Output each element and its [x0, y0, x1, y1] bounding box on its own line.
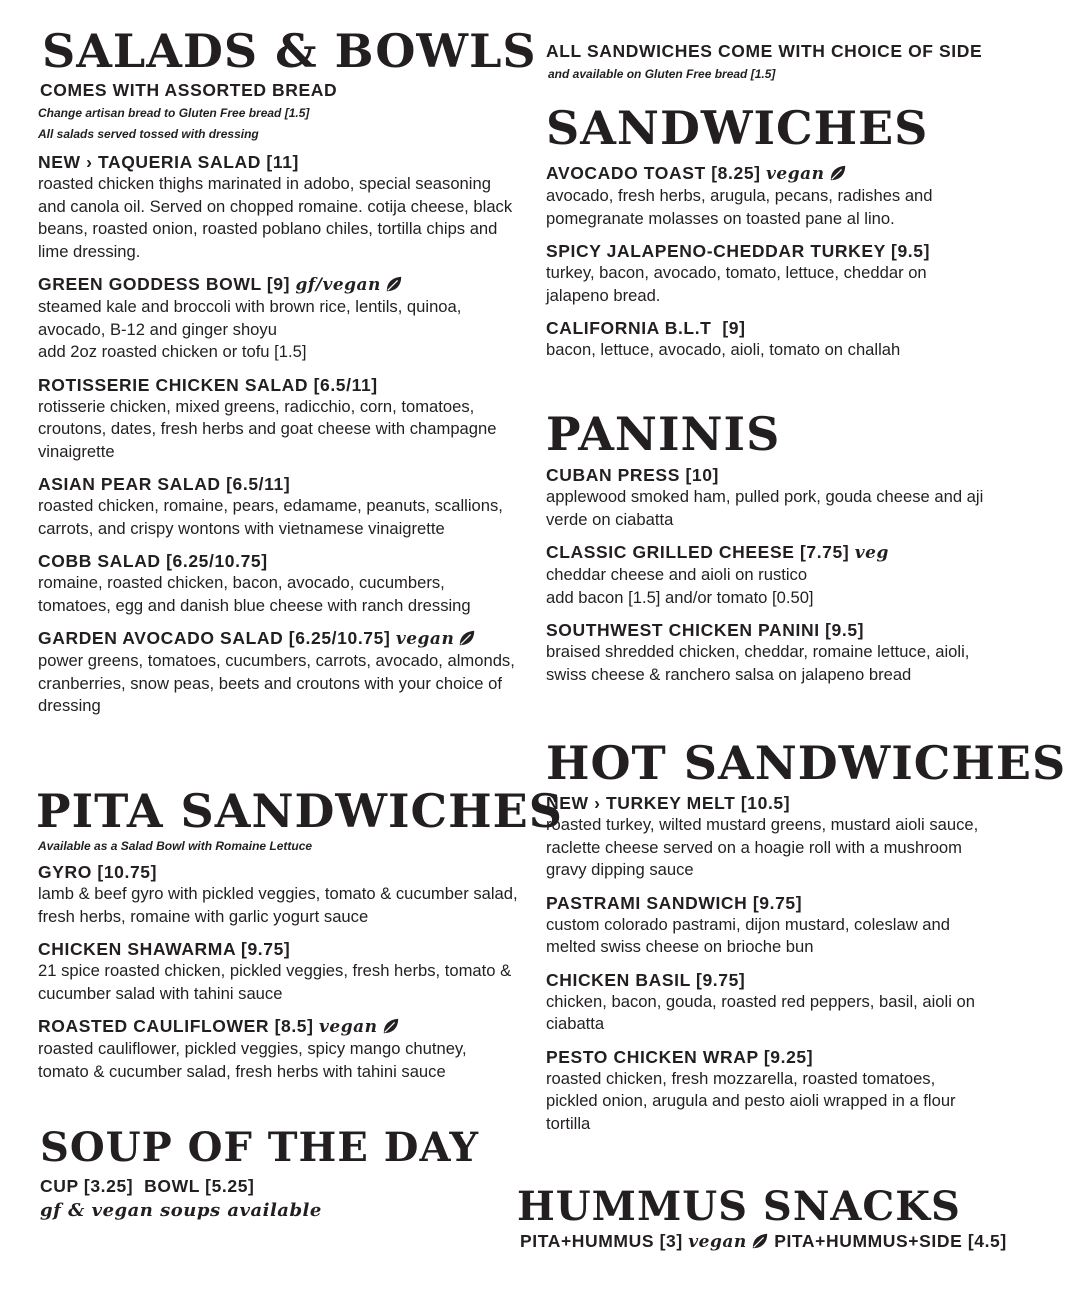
item-name-row — [546, 541, 986, 564]
hummus-items-row — [520, 1230, 1007, 1253]
leaf-icon — [829, 164, 847, 182]
item-desc: steamed kale and broccoli with brown rice, lentils, quinoa, avocado, B-12 and ginger shoyu — [38, 297, 462, 339]
item-name-row — [38, 1015, 520, 1038]
list-item — [546, 317, 986, 362]
list-item — [546, 464, 986, 531]
diet-tag: vegan — [766, 164, 825, 184]
list-item — [546, 162, 986, 230]
sandwich-gf-note: and available on Gluten Free bread [1.5] — [548, 67, 776, 81]
list-item — [38, 473, 520, 540]
item-desc: rotisserie chicken, mixed greens, radicchio, corn, tomatoes, croutons, dates, fresh herbs and goat cheese with champagne vinaigrette — [38, 396, 497, 461]
hummus-item-2: PITA+HUMMUS+SIDE [4.5] — [774, 1231, 1007, 1251]
list-item — [546, 792, 986, 882]
salads-list — [38, 151, 520, 728]
item-name: GREEN GODDESS BOWL [9] — [38, 274, 291, 294]
diet-tag: gf/vegan — [295, 275, 381, 295]
paninis-list — [546, 464, 986, 696]
list-item — [38, 861, 520, 928]
item-name: ASIAN PEAR SALAD [6.5/11] — [38, 474, 291, 494]
item-addon: add bacon [1.5] and/or tomato [0.50] — [546, 587, 814, 607]
paninis-title: PANINIS — [546, 407, 781, 461]
item-name: PASTRAMI SANDWICH [9.75] — [546, 892, 803, 913]
item-desc: custom colorado pastrami, dijon mustard, coleslaw and melted swiss cheese on brioche bun — [546, 914, 950, 956]
list-item — [38, 627, 520, 718]
pita-list — [38, 861, 520, 1093]
item-name: CHICKEN SHAWARMA [9.75] — [38, 939, 291, 959]
hummus-title: HUMMUS SNACKS — [517, 1183, 961, 1230]
salads-title: SALADS & BOWLS — [42, 24, 537, 78]
item-desc: applewood smoked ham, pulled pork, gouda cheese and aji verde on ciabatta — [546, 487, 984, 529]
item-desc: cheddar cheese and aioli on rustico — [546, 565, 808, 584]
item-name: CUBAN PRESS [10] — [546, 465, 719, 485]
list-item — [38, 1015, 520, 1083]
item-name: SPICY JALAPENO-CHEDDAR TURKEY [9.5] — [546, 241, 931, 261]
item-name-row — [38, 627, 520, 650]
item-desc: 21 spice roasted chicken, pickled veggies, fresh herbs, tomato & cucumber salad with tahini sauce — [38, 961, 512, 1003]
list-item — [38, 151, 520, 263]
item-name: GYRO [10.75] — [38, 862, 158, 882]
diet-tag: vegan — [395, 629, 455, 649]
sandwiches-list — [546, 162, 986, 372]
hummus-item-1: PITA+HUMMUS [3] — [520, 1231, 683, 1251]
list-item — [546, 1046, 986, 1136]
item-name: CLASSIC GRILLED CHEESE [7.75] — [546, 542, 850, 562]
list-item — [546, 619, 986, 686]
item-desc: roasted turkey, wilted mustard greens, mustard aioli sauce, raclette cheese served on a hoagie roll with a mushroom gravy dipping sauce — [546, 815, 979, 879]
item-desc: romaine, roasted chicken, bacon, avocado, cucumbers, tomatoes, egg and danish blue cheese with ranch dressing — [38, 573, 471, 615]
diet-tag: vegan — [319, 1017, 378, 1037]
pita-note: Available as a Salad Bowl with Romaine Lettuce — [38, 839, 313, 853]
soup-prices: CUP [3.25] BOWL [5.25] — [40, 1176, 255, 1196]
list-item — [38, 938, 520, 1005]
item-name: CHICKEN BASIL [9.75] — [546, 969, 746, 990]
item-desc: roasted chicken, romaine, pears, edamame, peanuts, scallions, carrots, and crispy wontons with vietnamese vinaigrette — [38, 496, 503, 538]
salads-note-gf: Change artisan bread to Gluten Free bread [1.5] — [38, 106, 310, 120]
item-name: GARDEN AVOCADO SALAD [6.25/10.75] — [38, 628, 391, 648]
item-name: COBB SALAD [6.25/10.75] — [38, 551, 268, 571]
salads-subtitle: COMES WITH ASSORTED BREAD — [40, 80, 338, 100]
hot-sandwiches-title: HOT SANDWICHES — [546, 736, 1066, 790]
item-desc: chicken, bacon, gouda, roasted red peppers, basil, aioli on ciabatta — [546, 991, 975, 1033]
soup-note: gf & vegan soups available — [40, 1200, 322, 1221]
leaf-icon — [458, 629, 476, 647]
item-name: PESTO CHICKEN WRAP [9.25] — [546, 1046, 814, 1067]
list-item — [546, 240, 986, 307]
item-name: ROTISSERIE CHICKEN SALAD [6.5/11] — [38, 374, 378, 395]
list-item — [38, 374, 520, 464]
item-desc: roasted chicken thighs marinated in adobo, special seasoning and canola oil. Served on chopped romaine. cotija cheese, black beans, roasted onion, roasted poblano chiles, tortilla chips and lime dressing. — [38, 174, 513, 261]
diet-tag: vegan — [688, 1232, 747, 1252]
salads-note-dressing: All salads served tossed with dressing — [38, 127, 259, 141]
item-name: NEW › TAQUERIA SALAD [11] — [38, 152, 299, 172]
item-name-row — [546, 162, 986, 185]
diet-tag: veg — [854, 543, 889, 563]
item-desc: power greens, tomatoes, cucumbers, carrots, avocado, almonds, cranberries, snow peas, beets and croutons with your choice of dressing — [38, 651, 515, 715]
pita-title: PITA SANDWICHES — [36, 784, 563, 838]
item-addon: add 2oz roasted chicken or tofu [1.5] — [38, 342, 307, 361]
item-name: AVOCADO TOAST [8.25] — [546, 163, 761, 183]
hot-sandwiches-list — [546, 792, 986, 1145]
item-desc: turkey, bacon, avocado, tomato, lettuce, cheddar on jalapeno bread. — [546, 263, 927, 305]
item-desc: lamb & beef gyro with pickled veggies, tomato & cucumber salad, fresh herbs, romaine with garlic yogurt sauce — [38, 884, 518, 926]
item-name-row — [38, 273, 520, 296]
item-desc: avocado, fresh herbs, arugula, pecans, radishes and pomegranate molasses on toasted pane al lino. — [546, 186, 933, 228]
leaf-icon — [751, 1232, 769, 1250]
item-name: NEW › TURKEY MELT [10.5] — [546, 793, 791, 813]
sandwiches-title: SANDWICHES — [546, 101, 929, 155]
soup-title: SOUP OF THE DAY — [40, 1124, 480, 1171]
item-name: CALIFORNIA B.L.T [9] — [546, 318, 746, 338]
list-item — [546, 969, 986, 1036]
item-name: ROASTED CAULIFLOWER [8.5] — [38, 1016, 314, 1036]
leaf-icon — [382, 1017, 400, 1035]
list-item — [546, 892, 986, 959]
item-name: SOUTHWEST CHICKEN PANINI [9.5] — [546, 620, 865, 640]
list-item — [546, 541, 986, 609]
leaf-icon — [385, 275, 403, 293]
item-desc: bacon, lettuce, avocado, aioli, tomato on challah — [546, 340, 901, 359]
item-desc: braised shredded chicken, cheddar, romaine lettuce, aioli, swiss cheese & ranchero salsa on jalapeno bread — [546, 642, 970, 684]
item-desc: roasted chicken, fresh mozzarella, roasted tomatoes, pickled onion, arugula and pesto aioli wrapped in a flour tortilla — [546, 1068, 956, 1133]
list-item — [38, 273, 520, 364]
sandwich-side-note: ALL SANDWICHES COME WITH CHOICE OF SIDE — [546, 41, 983, 61]
list-item — [38, 550, 520, 617]
item-desc: roasted cauliflower, pickled veggies, spicy mango chutney, tomato & cucumber salad, fresh herbs with tahini sauce — [38, 1039, 467, 1081]
